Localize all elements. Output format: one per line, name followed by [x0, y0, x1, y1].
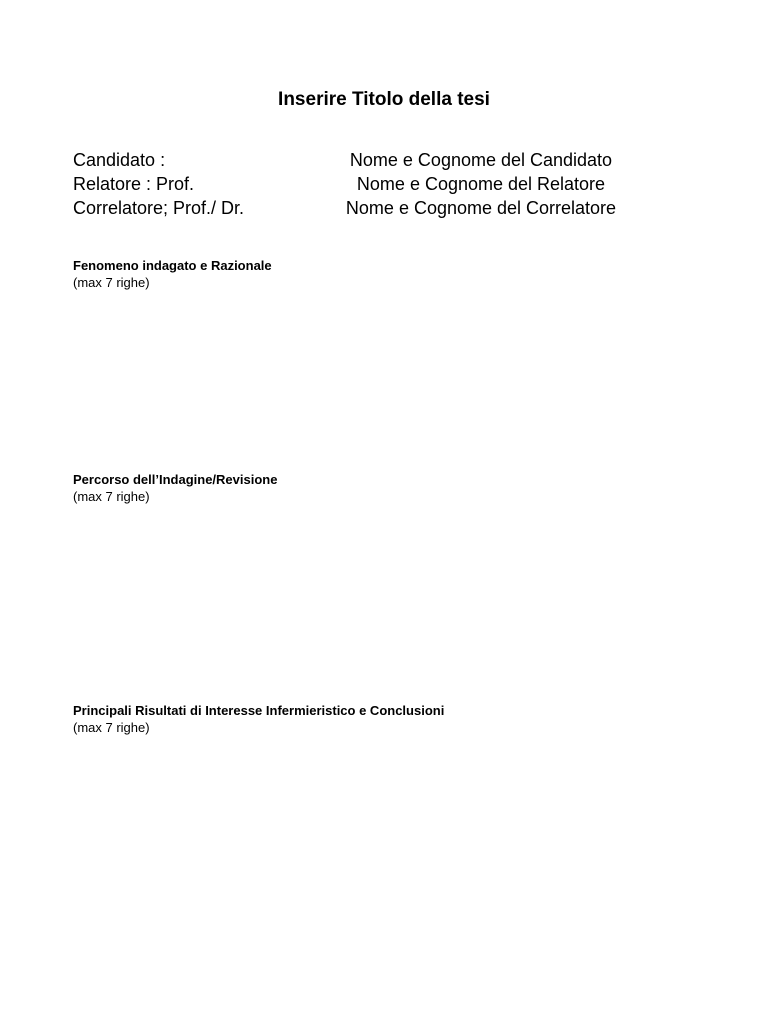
supervisor-name: Nome e Cognome del Relatore — [356, 174, 606, 194]
section-phenomenon — [73, 257, 693, 461]
section-heading: Fenomeno indagato e Razionale — [73, 258, 272, 273]
section-body — [73, 291, 693, 461]
candidate-name: Nome e Cognome del Candidato — [349, 150, 613, 170]
people-block — [73, 148, 673, 220]
section-note: (max 7 righe) — [73, 720, 150, 735]
section-heading: Principali Risultati di Interesse Infermieristico e Conclusioni — [73, 703, 445, 718]
section-note: (max 7 righe) — [73, 489, 150, 504]
co-supervisor-label: Correlatore; Prof./ Dr. — [73, 198, 245, 218]
section-note: (max 7 righe) — [73, 275, 150, 290]
candidate-label: Candidato : — [73, 150, 166, 170]
co-supervisor-name: Nome e Cognome del Correlatore — [345, 198, 617, 218]
candidate-row — [73, 148, 673, 172]
thesis-title: Inserire Titolo della tesi — [278, 89, 490, 110]
section-heading: Percorso dell’Indagine/Revisione — [73, 472, 278, 487]
section-investigation — [73, 471, 693, 675]
supervisor-row — [73, 172, 673, 196]
section-results — [73, 702, 693, 906]
section-body — [73, 505, 693, 675]
section-body — [73, 736, 693, 906]
supervisor-label: Relatore : Prof. — [73, 174, 195, 194]
co-supervisor-row — [73, 196, 673, 220]
